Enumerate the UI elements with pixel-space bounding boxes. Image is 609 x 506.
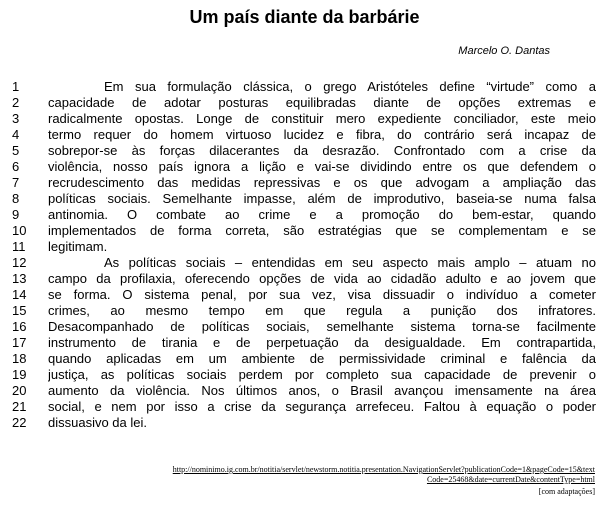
line-text: recrudescimento das medidas repressivas e os que advogam a ampliação das: [48, 175, 596, 190]
article-line: [12, 111, 596, 127]
line-text: As políticas sociais – entendidas em seu aspecto mais amplo – atuam no: [104, 255, 596, 270]
line-text: sobrepor-se às forças dilacerantes da desrazão. Confrontado com a crise da: [48, 143, 596, 158]
line-number: 11: [12, 239, 26, 254]
line-text: quando aplicadas em um ambiente de permissividade criminal e falência da: [48, 351, 596, 366]
article-line: [12, 79, 596, 95]
line-number: 21: [12, 399, 27, 414]
article-line: [12, 255, 596, 271]
line-text: violência, nosso país ignora a lição e vai-se dividindo entre os que defendem o: [48, 159, 596, 174]
line-text: instrumento de tirania e de perpetuação da desigualdade. Em contrapartida,: [48, 335, 596, 350]
line-number: 10: [12, 223, 27, 238]
line-text: antinomia. O combate ao crime e a promoção do bem-estar, quando: [48, 207, 596, 222]
article-line: [12, 159, 596, 175]
line-number: 5: [12, 143, 20, 158]
line-number: 2: [12, 95, 20, 110]
line-text: se forma. O sistema penal, por sua vez, visa dissuadir o indivíduo a cometer: [48, 287, 596, 302]
line-text: campo da profilaxia, oferecendo opções de vida ao cidadão adulto e ao jovem que: [48, 271, 596, 286]
line-number: 15: [12, 303, 27, 318]
line-number: 4: [12, 127, 20, 142]
line-text: justiça, as políticas sociais perdem por completo sua capacidade de prevenir o: [48, 367, 596, 382]
line-text: capacidade de adotar posturas equilibradas diante de opções extremas e: [48, 95, 596, 110]
line-number: 3: [12, 111, 20, 126]
line-number: 9: [12, 207, 20, 222]
source-url-line-1[interactable]: http://nominimo.ig.com.br/notitia/servlet/newstorm.notitia.presentation.NavigationServlet?publicationCode=1&pageCode=15&text: [172, 465, 595, 474]
article-line: [12, 383, 596, 399]
line-number: 18: [12, 351, 27, 366]
line-text: políticas sociais. Semelhante impasse, além de improdutivo, baseia-se numa falsa: [48, 191, 596, 206]
article-line: [12, 303, 596, 319]
line-text: dissuasivo da lei.: [48, 415, 147, 430]
article-line: [12, 415, 596, 431]
article-line: [12, 271, 596, 287]
line-text: crimes, ao mesmo tempo em que regula a punição dos infratores.: [48, 303, 596, 318]
line-number: 12: [12, 255, 27, 270]
line-text: legitimam.: [48, 239, 108, 254]
adaptation-note: [com adaptações]: [538, 487, 595, 496]
article-line: [12, 95, 596, 111]
line-number: 19: [12, 367, 27, 382]
article-line: [12, 127, 596, 143]
article-line: [12, 207, 596, 223]
article-line: [12, 335, 596, 351]
article-line: [12, 287, 596, 303]
article-line: [12, 223, 596, 239]
article-line: [12, 351, 596, 367]
source-link[interactable]: [35, 465, 595, 485]
article-author: Marcelo O. Dantas: [458, 45, 550, 57]
line-text: implementados de forma correta, são estratégias que se complementam e se: [48, 223, 596, 238]
article-line: [12, 399, 596, 415]
line-number: 7: [12, 175, 20, 190]
line-number: 8: [12, 191, 20, 206]
line-number: 22: [12, 415, 27, 430]
line-number: 14: [12, 287, 27, 302]
article-line: [12, 367, 596, 383]
article-line: [12, 191, 596, 207]
line-number: 13: [12, 271, 27, 286]
line-text: aumento da violência. Nos últimos anos, o Brasil avançou imensamente na área: [48, 383, 596, 398]
line-text: Em sua formulação clássica, o grego Aristóteles define “virtude” como a: [104, 79, 596, 94]
line-text: social, e nem por isso a crise da segurança arrefeceu. Faltou à equação o poder: [48, 399, 596, 414]
article-line: [12, 175, 596, 191]
article-line: [12, 143, 596, 159]
line-number: 17: [12, 335, 27, 350]
article-title: Um país diante da barbárie: [189, 7, 420, 27]
article-body: [12, 79, 596, 431]
line-number: 6: [12, 159, 20, 174]
line-number: 16: [12, 319, 27, 334]
line-text: Desacompanhado de políticas sociais, semelhante sistema torna-se facilmente: [48, 319, 596, 334]
article-line: [12, 319, 596, 335]
line-text: radicalmente opostas. Longe de constituir mero expediente conciliador, este meio: [48, 111, 596, 126]
line-number: 1: [12, 79, 20, 94]
line-text: termo requer do homem virtuoso lucidez e fibra, do contrário será incapaz de: [48, 127, 596, 142]
source-url-line-2[interactable]: Code=25468&date=currentDate&contentType=html: [426, 475, 595, 484]
line-number: 20: [12, 383, 27, 398]
article-line: [12, 239, 596, 255]
